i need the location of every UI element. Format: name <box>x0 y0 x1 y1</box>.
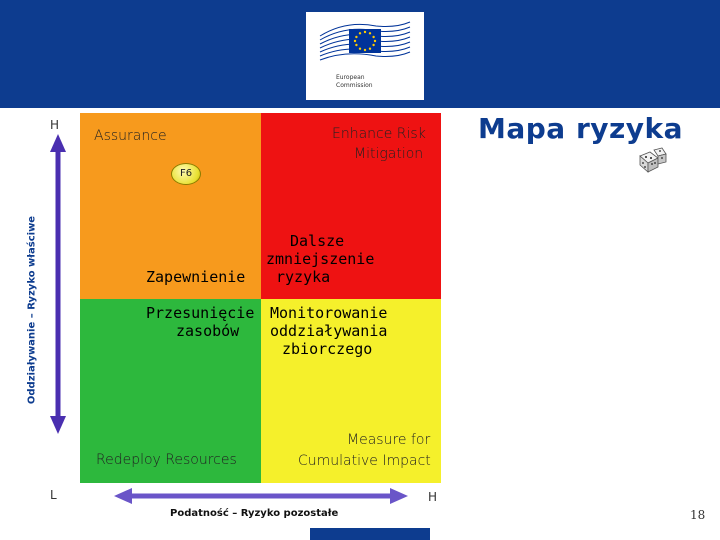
measure-label-line2: Cumulative Impact <box>298 453 431 469</box>
dalsze-label-line1: Dalsze <box>290 232 345 250</box>
logo-line-2: Commission <box>336 82 373 89</box>
redeploy-resources-label: Redeploy Resources <box>96 452 237 468</box>
monitorowanie-label-line3: zbiorczego <box>282 340 373 358</box>
y-axis-label-container <box>22 210 42 410</box>
logo-line-1: European <box>336 74 365 81</box>
x-axis-label: Podatność – Ryzyko pozostałe <box>170 508 339 519</box>
assurance-label: Assurance <box>94 128 167 144</box>
f6-badge[interactable]: F6 <box>171 163 201 185</box>
measure-label-line1: Measure for <box>347 432 431 448</box>
european-commission-logo[interactable] <box>306 12 424 100</box>
y-axis-label: Oddziaływanie – Ryzyko właściwe <box>26 215 38 405</box>
monitorowanie-label-line2: oddziaływania <box>270 322 388 340</box>
y-axis-high-label: H <box>50 118 60 132</box>
przesuniecie-label-line2: zasobów <box>176 322 240 340</box>
page-number: 18 <box>690 508 706 522</box>
dalsze-label-line3: ryzyka <box>276 268 331 286</box>
enhance-risk-label-line2: Mitigation <box>354 146 424 162</box>
dalsze-label-line2: zmniejszenie <box>266 250 375 268</box>
commission-building-icon <box>316 16 414 68</box>
dice-icon <box>636 146 668 174</box>
monitorowanie-label-line1: Monitorowanie <box>270 304 388 322</box>
origin-label: L <box>50 488 57 502</box>
vertical-axis-arrow <box>50 134 66 434</box>
zapewnienie-label: Zapewnienie <box>146 268 246 286</box>
horizontal-axis-arrow <box>114 488 408 504</box>
przesuniecie-label-line1: Przesunięcie <box>146 304 255 322</box>
x-axis-high-label: H <box>428 490 438 504</box>
enhance-risk-label-line1: Enhance Risk <box>332 126 426 142</box>
logo-text <box>336 74 373 90</box>
page-title: Mapa ryzyka <box>478 112 684 145</box>
footer-band <box>310 528 430 540</box>
